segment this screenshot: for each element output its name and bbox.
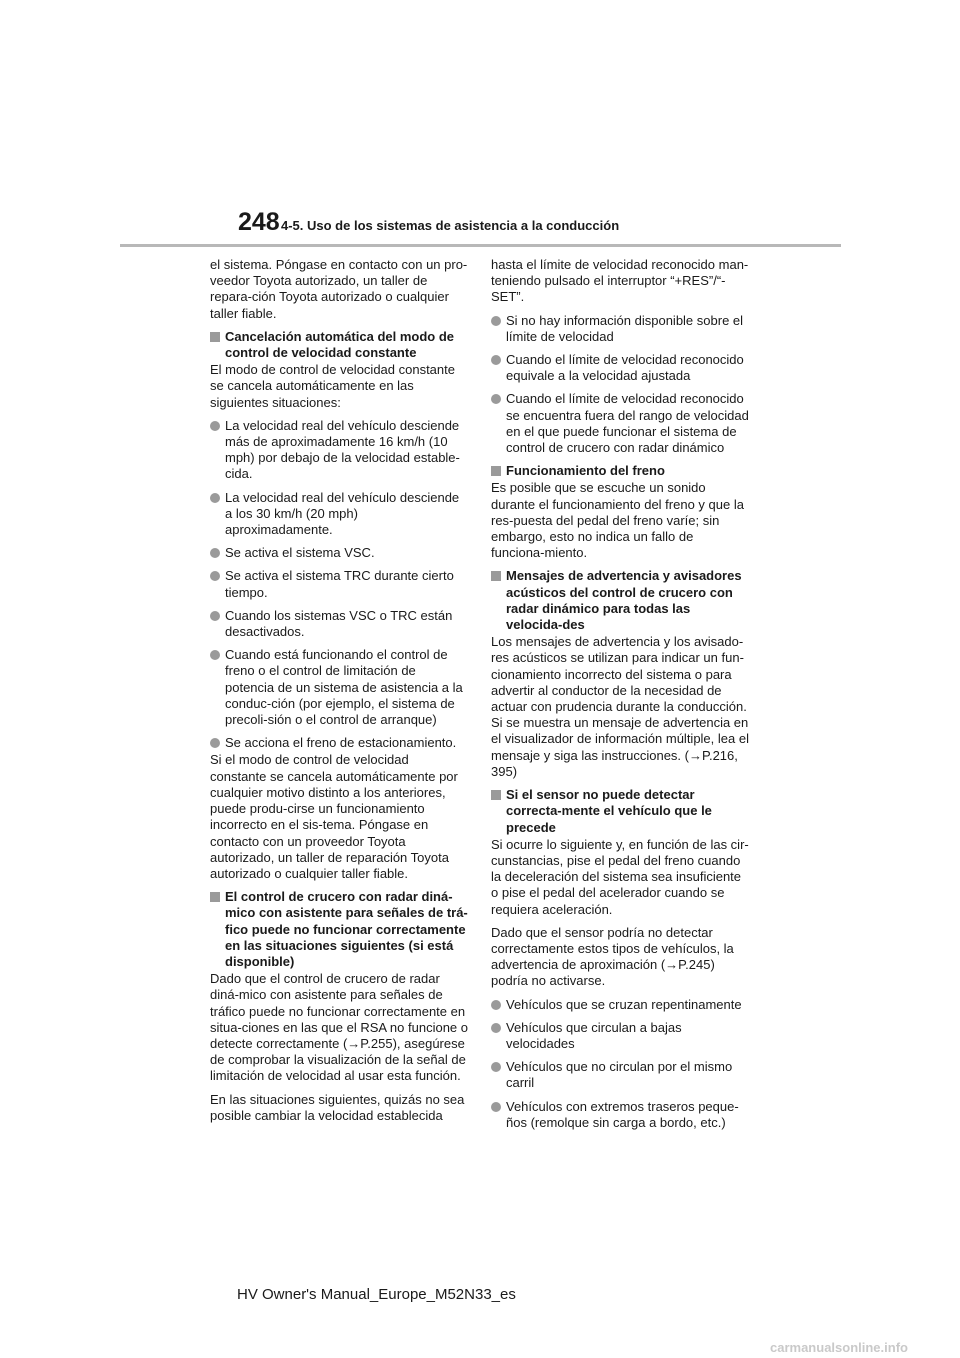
paragraph: El modo de control de velocidad constante se cancela automáticamente en las siguientes situaciones: xyxy=(210,362,455,410)
subheading-text: Cancelación automática del modo de control de velocidad constante xyxy=(225,328,454,361)
subheading-text: Si el sensor no puede detectar correcta-mente el vehículo que le precede xyxy=(506,787,712,835)
section-title: 4-5. Uso de los sistemas de asistencia a la conducción xyxy=(281,218,620,233)
bullet-icon xyxy=(491,1000,501,1010)
list-item-text: Vehículos que no circulan por el mismo carril xyxy=(506,1059,733,1091)
bullet-icon xyxy=(491,1023,501,1033)
subheading-text: Funcionamiento del freno xyxy=(506,463,665,479)
paragraph: el sistema. Póngase en contacto con un pro-veedor Toyota autorizado, un taller de repara-ción Toyota autorizado o cualquier taller fiable. xyxy=(210,257,468,321)
square-bullet-icon xyxy=(210,892,220,902)
footer-manual-id: HV Owner's Manual_Europe_M52N33_es xyxy=(237,1286,516,1303)
bullet-icon xyxy=(210,493,220,503)
list-item-text: Cuando está funcionando el control de freno o el control de limitación de potencia de un sistema de asistencia a la conduc-ción (por ejemplo, el sistema de precoli-sión o el control de arranque) xyxy=(225,647,463,728)
list-item xyxy=(210,608,468,640)
square-bullet-icon xyxy=(491,466,501,476)
paragraph: Dado que el sensor podría no detectar correctamente estos tipos de vehículos, la advertencia de aproximación (→P.245) podría no activarse. xyxy=(491,924,734,989)
subheading xyxy=(491,568,749,633)
list-item xyxy=(491,352,749,384)
list-item-text: Vehículos con extremos traseros peque-ños (remolque sin carga a bordo, etc.) xyxy=(506,1098,739,1130)
list-item-text: Cuando el límite de velocidad reconocido se encuentra fuera del rango de velocidad en el que puede funcionar el sistema de control de crucero con radar dinámico xyxy=(506,391,749,456)
bullet-icon xyxy=(210,738,220,748)
header-rule xyxy=(120,244,841,247)
list-item-text: La velocidad real del vehículo desciende más de aproximadamente 16 km/h (10 mph) por debajo de la velocidad estable-cida. xyxy=(225,417,460,482)
list-item xyxy=(210,735,468,751)
left-column xyxy=(210,257,468,1131)
paragraph: Si ocurre lo siguiente y, en función de las cir-cunstancias, pise el pedal del freno cuando la deceleración del sistema sea insuficiente o pise el pedal del acelerador cuando se requiera aceleración. xyxy=(491,836,749,917)
paragraph: Es posible que se escuche un sonido durante el funcionamiento del freno y que la res-puesta del pedal del freno varíe; sin embargo, esto no indica un fallo de funciona-miento. xyxy=(491,480,744,561)
square-bullet-icon xyxy=(210,332,220,342)
square-bullet-icon xyxy=(491,571,501,581)
list-item xyxy=(210,418,468,483)
list-item xyxy=(491,1099,749,1131)
list-item xyxy=(210,647,468,728)
list-item-text: Vehículos que se cruzan repentinamente xyxy=(506,996,742,1012)
bullet-icon xyxy=(491,316,501,326)
paragraph: Dado que el control de crucero de radar diná-mico con asistente para señales de tráfico puede no funcionar correctamente en situa-ciones en las que el RSA no funcione o detecte correctamente (→P.255), asegúrese de comprobar la visualización de la señal de limitación de velocidad al usar esta función. xyxy=(210,971,469,1084)
bullet-icon xyxy=(210,571,220,581)
bullet-icon xyxy=(491,394,501,404)
paragraph: Si el modo de control de velocidad constante se cancela automáticamente por cualquier motivo distinto a los anteriores, puede produ-cirse un funcionamiento incorrecto en el sis-tema. Póngase en contacto con un proveedor Toyota autorizado, un taller de reparación Toyota autorizado o cualquier taller fiable. xyxy=(210,752,458,881)
subheading xyxy=(210,329,468,361)
bullet-icon xyxy=(210,421,220,431)
subheading xyxy=(210,889,468,970)
watermark: carmanualsonline.info xyxy=(770,1340,908,1355)
subheading xyxy=(491,787,749,836)
paragraph: hasta el límite de velocidad reconocido man-teniendo pulsado el interruptor “+RES”/“-SET”. xyxy=(491,257,749,305)
list-item-text: Cuando el límite de velocidad reconocido equivale a la velocidad ajustada xyxy=(506,352,744,384)
list-item-text: Se activa el sistema TRC durante cierto tiempo. xyxy=(225,568,454,600)
list-item-text: Vehículos que circulan a bajas velocidades xyxy=(506,1019,682,1051)
subheading-text: El control de crucero con radar diná-mico con asistente para señales de trá-fico puede no funcionar correctamente en las situaciones siguientes (si está disponible) xyxy=(225,889,468,969)
subheading xyxy=(491,463,749,479)
list-item xyxy=(210,545,468,561)
bullet-icon xyxy=(491,1102,501,1112)
bullet-icon xyxy=(491,1062,501,1072)
list-item xyxy=(491,1020,749,1052)
list-item-text: Se activa el sistema VSC. xyxy=(225,545,375,561)
list-item-text: La velocidad real del vehículo desciende a los 30 km/h (20 mph) aproximadamente. xyxy=(225,489,460,538)
right-column xyxy=(491,257,749,1138)
page-number: 248 xyxy=(238,208,280,236)
bullet-icon xyxy=(210,548,220,558)
list-item xyxy=(210,568,468,600)
list-item xyxy=(210,490,468,539)
bullet-icon xyxy=(491,355,501,365)
square-bullet-icon xyxy=(491,790,501,800)
list-item-text: Se acciona el freno de estacionamiento. xyxy=(225,735,457,751)
list-item-text: Cuando los sistemas VSC o TRC están desactivados. xyxy=(225,607,453,640)
paragraph: Los mensajes de advertencia y los avisado-res acústicos se utilizan para indicar un fun-cionamiento incorrecto del sistema o para advertir al conductor de la necesidad de actuar con prudencia durante la conducción. Si se muestra un mensaje de advertencia en el visualizador de información múltiple, lea el mensaje y siga las instrucciones. (→P.216, 395) xyxy=(491,634,749,779)
list-item-text: Si no hay información disponible sobre el límite de velocidad xyxy=(506,312,744,344)
subheading-text: Mensajes de advertencia y avisadores acústicos del control de crucero con radar dinámico para todas las velocida-des xyxy=(506,568,742,633)
list-item xyxy=(491,391,749,456)
list-item xyxy=(491,1059,749,1091)
list-item xyxy=(491,313,749,345)
paragraph: En las situaciones siguientes, quizás no sea posible cambiar la velocidad establecida xyxy=(210,1091,465,1123)
list-item xyxy=(491,997,749,1013)
bullet-icon xyxy=(210,611,220,621)
bullet-icon xyxy=(210,650,220,660)
